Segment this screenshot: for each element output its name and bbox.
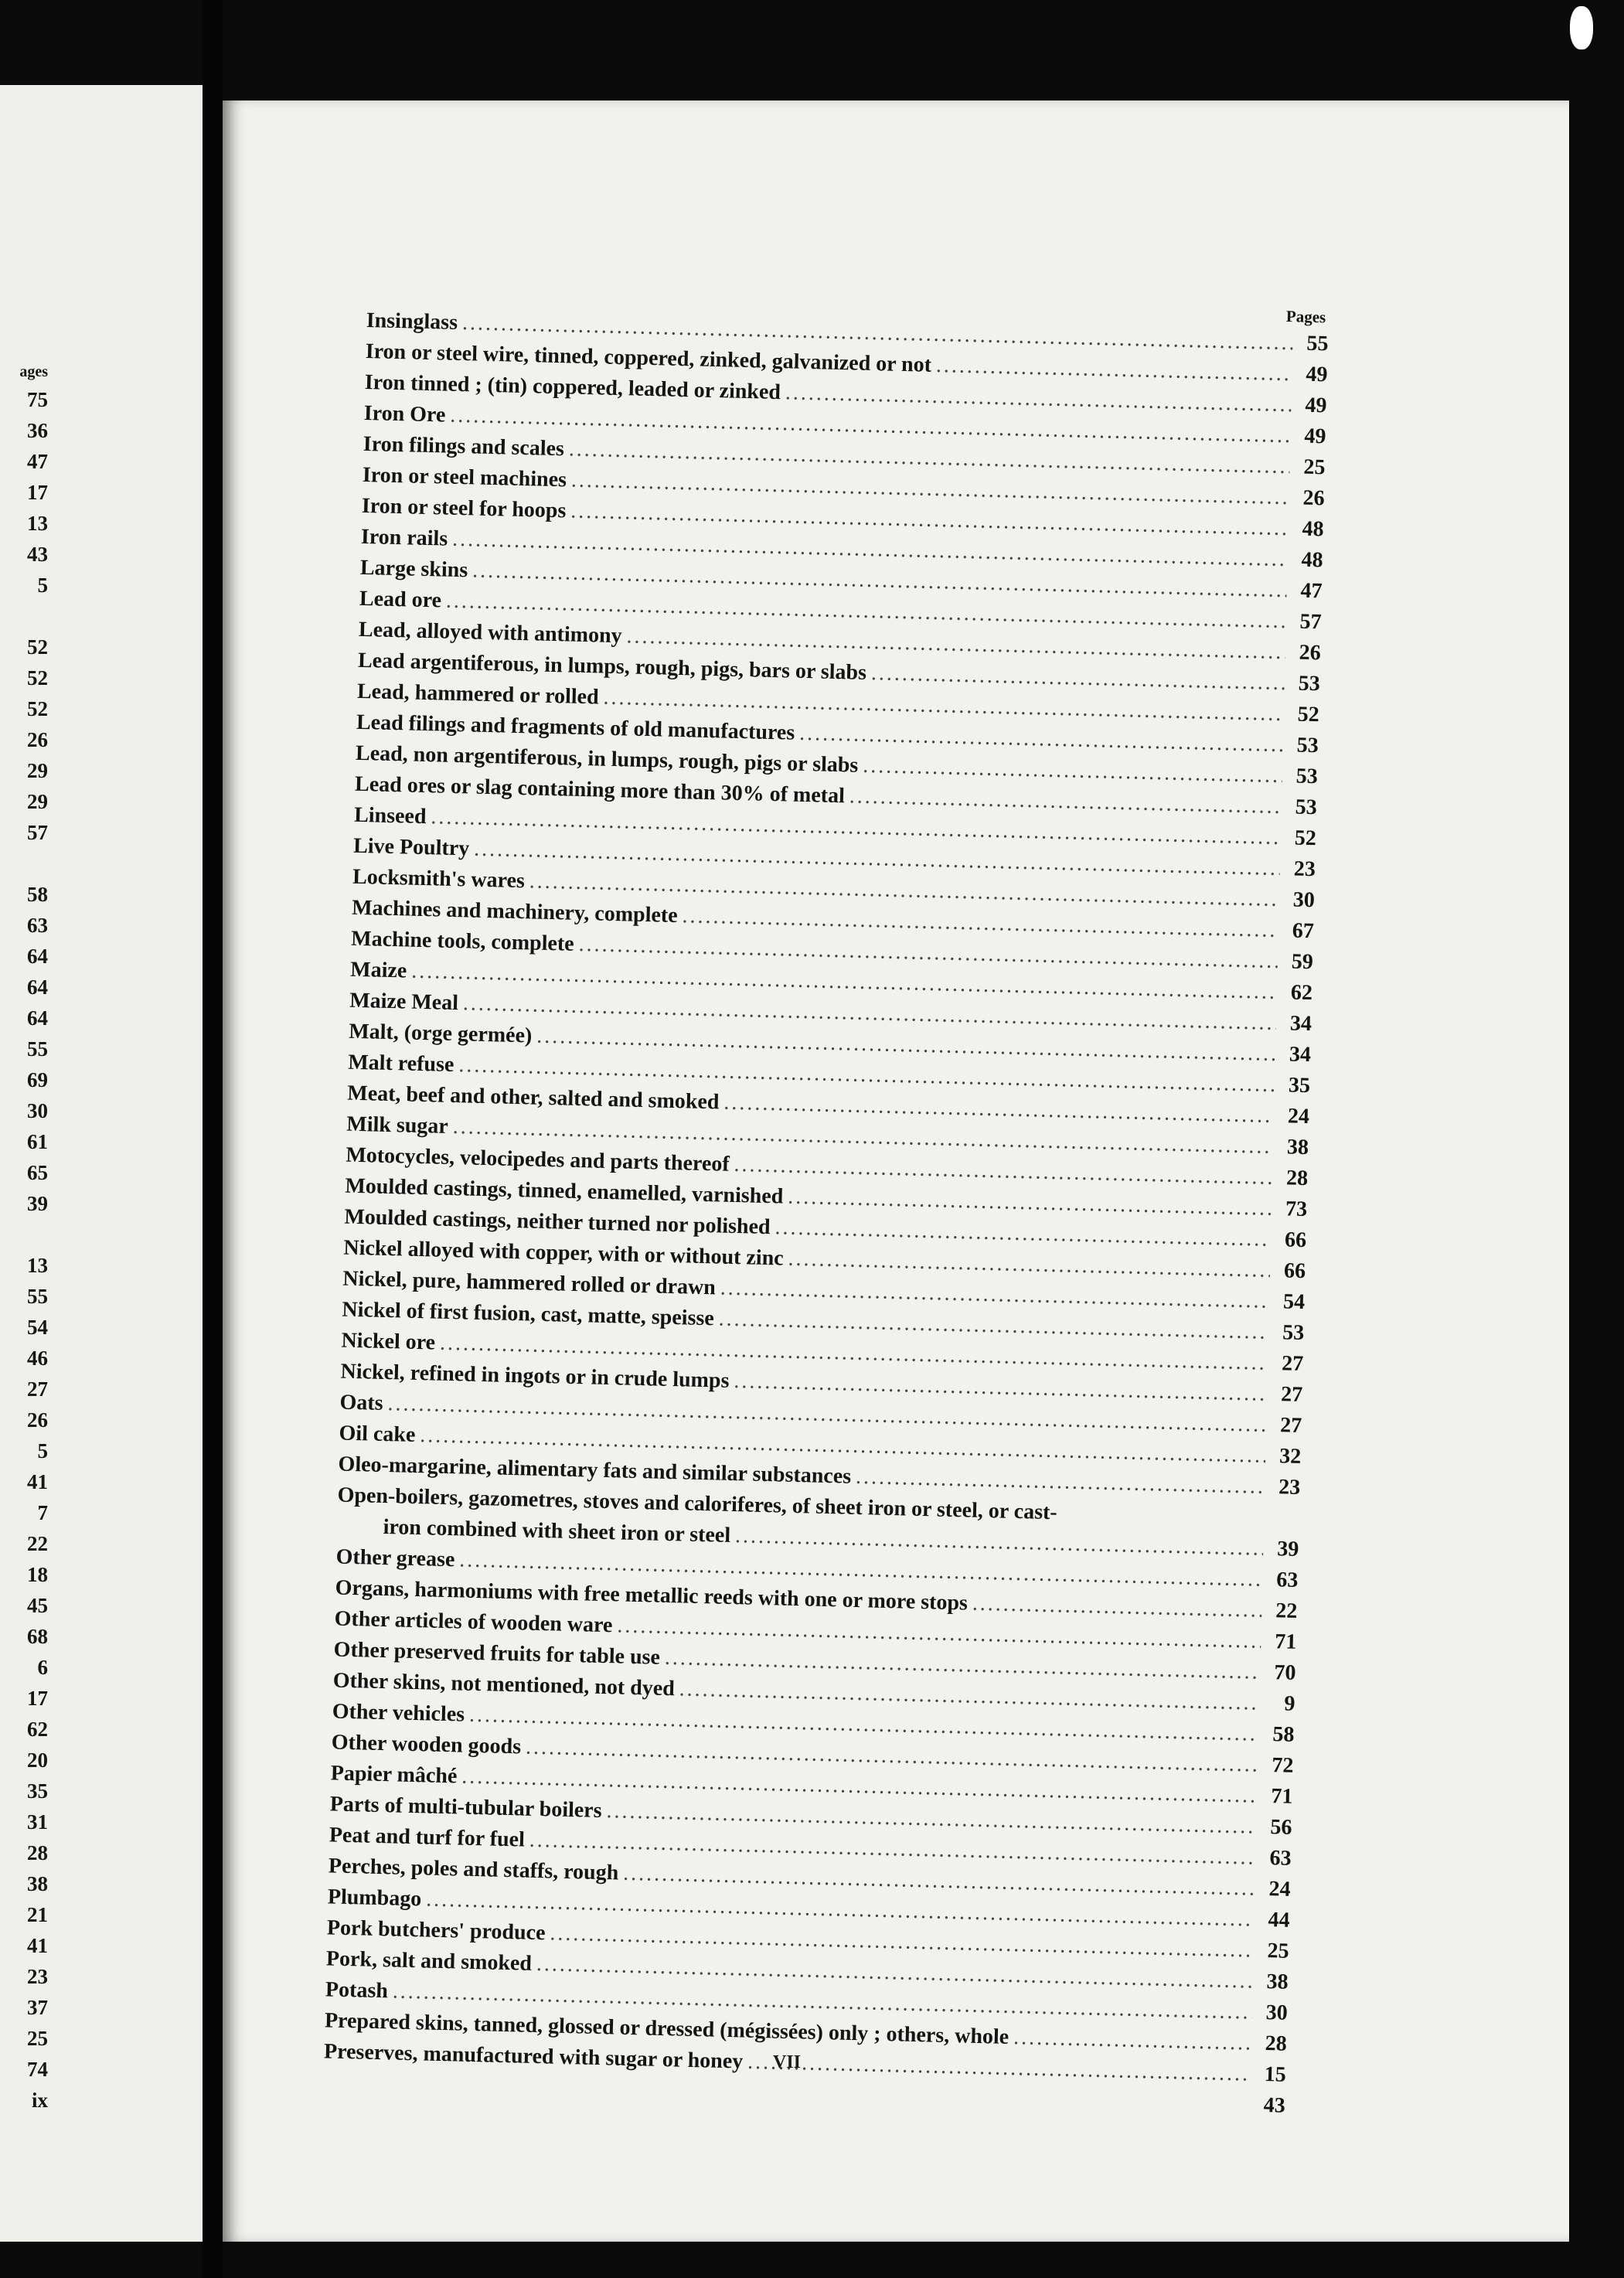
entry-name: Iron or steel wire, tinned, coppered, zinked, galvanized or not <box>365 339 932 377</box>
entry-name: Pork butchers' produce <box>326 1915 546 1946</box>
index-list <box>323 282 1330 2122</box>
entry-name: Meat, beef and other, salted and smoked <box>346 1081 720 1115</box>
entry-name: Perches, poles and staffs, rough <box>328 1854 619 1885</box>
entry-name: Malt refuse <box>347 1050 455 1078</box>
entry-page: 49 <box>1304 424 1326 449</box>
left-page-number: 55 <box>27 1285 48 1308</box>
entry-page: 53 <box>1295 764 1319 789</box>
left-page-number: 64 <box>27 1006 48 1030</box>
entry-page: 27 <box>1279 1413 1302 1438</box>
left-page-number: 27 <box>27 1377 48 1401</box>
left-page-number: 52 <box>27 635 48 659</box>
entry-name: Oleo-margarine, alimentary fats and similar substances <box>338 1452 852 1489</box>
entry-page: 39 <box>1276 1537 1299 1561</box>
left-page-number: 45 <box>27 1594 48 1617</box>
left-page-number: 41 <box>27 1470 48 1493</box>
entry-name: Live Poultry <box>352 833 470 861</box>
left-page-number: 61 <box>27 1130 48 1153</box>
entry-page: 70 <box>1274 1660 1296 1685</box>
entry-page: 23 <box>1278 1475 1301 1500</box>
left-page-number: 5 <box>37 574 48 597</box>
entry-page: 55 <box>1306 331 1329 356</box>
entry-page: 53 <box>1296 733 1319 758</box>
left-page-number: 13 <box>27 512 48 535</box>
entry-page: 23 <box>1293 856 1316 882</box>
left-page-number: 26 <box>27 728 48 751</box>
entry-name: Lead ore <box>359 586 442 613</box>
entry-page: 28 <box>1265 2031 1288 2056</box>
entry-name: Iron or steel for hoops <box>361 493 567 523</box>
left-page-number: 28 <box>27 1841 48 1864</box>
entry-name: Lead argentiferous, in lumps, rough, pigs, bars or slabs <box>357 648 867 685</box>
left-page-number: 37 <box>27 1996 48 2019</box>
entry-page: 26 <box>1302 485 1325 511</box>
left-page-number: 22 <box>27 1532 48 1555</box>
left-page-number: 29 <box>27 759 48 782</box>
entry-page: 35 <box>1288 1073 1311 1098</box>
entry-page: 63 <box>1269 1846 1292 1871</box>
entry-page: 52 <box>1294 826 1317 851</box>
entry-name-continued: iron combined with sheet iron or steel <box>383 1514 731 1548</box>
entry-name: Other grease <box>335 1544 455 1572</box>
left-page-number: 7 <box>37 1501 48 1524</box>
left-page-number: 63 <box>27 914 48 937</box>
entry-name: Iron or steel machines <box>362 462 567 492</box>
entry-page: 24 <box>1268 1877 1291 1902</box>
entry-page: 22 <box>1275 1599 1298 1623</box>
entry-page: 62 <box>1290 980 1313 1006</box>
edge-mark <box>1570 6 1593 49</box>
entry-page: 52 <box>1297 702 1320 727</box>
entry-page: 44 <box>1268 1908 1290 1932</box>
entry-name: Other wooden goods <box>331 1730 522 1759</box>
left-page-number: 57 <box>27 821 48 844</box>
left-page-number: 58 <box>27 883 48 906</box>
entry-name: Iron tinned ; (tin) coppered, leaded or zinked <box>364 369 781 405</box>
entry-page: 38 <box>1286 1135 1309 1160</box>
left-page-number: 74 <box>27 2058 48 2081</box>
entry-page: 27 <box>1281 1351 1304 1377</box>
entry-page: 47 <box>1300 578 1323 604</box>
entry-page: 15 <box>1264 2062 1287 2087</box>
entry-page: 58 <box>1272 1722 1295 1747</box>
entry-page: 34 <box>1289 1011 1312 1037</box>
left-page-number: 41 <box>27 1934 48 1957</box>
entry-page: 28 <box>1285 1166 1309 1191</box>
left-page-number: 35 <box>27 1779 48 1803</box>
left-page-number: 25 <box>27 2027 48 2050</box>
entry-name: Nickel, refined in ingots or in crude lumps <box>340 1359 730 1393</box>
entry-page: 48 <box>1301 547 1323 573</box>
entry-name: Nickel alloyed with copper, with or without zinc <box>343 1235 785 1271</box>
left-page-number: ix <box>31 2089 48 2112</box>
entry-page: 24 <box>1287 1104 1310 1129</box>
entry-page: 30 <box>1265 2000 1289 2025</box>
left-page-number: 26 <box>27 1408 48 1432</box>
entry-page: 53 <box>1295 795 1318 820</box>
entry-page: 54 <box>1282 1289 1306 1315</box>
entry-page: 71 <box>1275 1629 1297 1654</box>
left-page-number: 46 <box>27 1347 48 1370</box>
entry-name: Maize <box>349 957 407 983</box>
entry-page: 27 <box>1280 1382 1303 1407</box>
entry-name: Oil cake <box>339 1421 416 1447</box>
entry-name: Preserves, manufactured with sugar or honey <box>323 2039 744 2074</box>
left-page-number: 55 <box>27 1037 48 1061</box>
entry-page: 30 <box>1292 887 1316 913</box>
left-page-number: 13 <box>27 1254 48 1277</box>
entry-name: Machine tools, complete <box>350 926 575 956</box>
entry-name: Moulded castings, neither turned nor polished <box>344 1204 771 1240</box>
left-page-number: 23 <box>27 1965 48 1988</box>
entry-name: Maize Meal <box>349 988 459 1016</box>
left-page-number: 21 <box>27 1903 48 1926</box>
left-page-number: 62 <box>27 1718 48 1741</box>
entry-name: Plumbago <box>327 1885 422 1912</box>
entry-name: Parts of multi-tubular boilers <box>329 1792 602 1823</box>
entry-name: Nickel of first fusion, cast, matte, speisse <box>342 1297 715 1331</box>
entry-page: 53 <box>1282 1320 1305 1346</box>
left-page-number: 36 <box>27 419 48 442</box>
entry-name: Malt, (orge germée) <box>348 1019 533 1048</box>
left-gap <box>2 601 48 632</box>
left-page-number: 75 <box>27 388 48 411</box>
entry-page: 49 <box>1305 393 1327 418</box>
entry-page: 34 <box>1289 1042 1312 1067</box>
entry-name: Other articles of wooden ware <box>334 1606 613 1638</box>
left-pages-header: ages <box>19 363 48 380</box>
entry-name: Lead filings and fragments of old manufactures <box>356 710 795 745</box>
left-page-number: 47 <box>27 450 48 473</box>
entry-name: Prepared skins, tanned, glossed or dressed (mégissées) only ; others, whole <box>324 2008 1009 2049</box>
entry-name: Large skins <box>359 555 468 583</box>
entry-page: 43 <box>1263 2093 1286 2118</box>
entry-name: Peat and turf for fuel <box>329 1823 526 1852</box>
left-page-number: 68 <box>27 1625 48 1648</box>
entry-name: Iron Ore <box>363 400 446 427</box>
entry-name: Other skins, not mentioned, not dyed <box>332 1668 676 1701</box>
left-page-number: 69 <box>27 1068 48 1091</box>
entry-name: Pork, salt and smoked <box>325 1946 533 1976</box>
entry-name: Locksmith's wares <box>352 864 526 894</box>
left-page-number: 20 <box>27 1749 48 1772</box>
left-page-number: 30 <box>27 1099 48 1122</box>
left-page-number: 18 <box>27 1563 48 1586</box>
left-page-number: 64 <box>27 945 48 968</box>
left-page-number: 17 <box>27 1687 48 1710</box>
entry-name: Nickel ore <box>341 1328 436 1355</box>
entry-page: 59 <box>1291 949 1314 975</box>
entry-name: Nickel, pure, hammered rolled or drawn <box>342 1266 717 1300</box>
left-page <box>0 85 203 2242</box>
entry-page: 72 <box>1272 1753 1294 1778</box>
entry-name: Motocycles, velocipedes and parts thereof <box>346 1142 730 1176</box>
entry-name: Lead, non argentiferous, in lumps, rough, pigs or slabs <box>355 741 859 778</box>
entry-name: Machines and machinery, complete <box>351 895 679 928</box>
entry-name: Other preserved fruits for table use <box>333 1637 661 1670</box>
entry-page: 66 <box>1284 1228 1307 1253</box>
left-page-number: 38 <box>27 1872 48 1895</box>
entry-name: Open-boilers, gazometres, stoves and caloriferes, of sheet iron or steel, or cast- <box>337 1483 1058 1525</box>
entry-name: Milk sugar <box>346 1112 449 1139</box>
left-page-number: 6 <box>37 1656 48 1679</box>
left-page-number: 29 <box>27 790 48 813</box>
pages-header: Pages <box>1285 307 1326 327</box>
entry-name: Other vehicles <box>332 1699 465 1727</box>
entry-page: 25 <box>1267 1939 1289 1963</box>
left-page-number: 54 <box>27 1316 48 1339</box>
left-page-number: 65 <box>27 1161 48 1184</box>
entry-name: Lead, hammered or rolled <box>356 679 600 710</box>
entry-name: Linseed <box>353 802 427 829</box>
entry-page: 49 <box>1306 362 1328 387</box>
entry-page: 57 <box>1299 609 1323 635</box>
entry-page: 73 <box>1285 1197 1308 1222</box>
entry-page: 32 <box>1278 1444 1302 1469</box>
book-gutter <box>203 0 223 2278</box>
left-page-number: 5 <box>37 1439 48 1462</box>
entry-page: 67 <box>1292 918 1315 944</box>
entry-page: 71 <box>1271 1784 1293 1809</box>
entry-name: Insinglass <box>366 308 458 335</box>
left-page-number: 52 <box>27 666 48 690</box>
entry-page: 25 <box>1303 455 1326 480</box>
left-page-number: 39 <box>27 1192 48 1215</box>
entry-page: 9 <box>1284 1691 1295 1716</box>
entry-name: Lead, alloyed with antimony <box>358 617 622 649</box>
entry-page: 26 <box>1299 640 1322 666</box>
entry-page: 56 <box>1270 1815 1292 1840</box>
entry-page: 66 <box>1283 1258 1306 1284</box>
entry-name: Lead ores or slag containing more than 30% of metal <box>354 771 846 809</box>
left-gap <box>2 1219 48 1250</box>
left-page-number: 43 <box>27 543 48 566</box>
left-page-number: 31 <box>27 1810 48 1834</box>
entry-name: Moulded castings, tinned, enamelled, varnished <box>345 1173 784 1209</box>
entry-name: Organs, harmoniums with free metallic reeds with one or more stops <box>335 1575 969 1616</box>
entry-page: 53 <box>1298 671 1321 696</box>
entry-name: Oats <box>339 1390 383 1415</box>
entry-page: 63 <box>1275 1568 1299 1592</box>
entry-page: 38 <box>1266 1970 1289 1994</box>
entry-name: Iron rails <box>360 524 448 551</box>
entry-page: 48 <box>1302 516 1324 542</box>
left-page-number: 64 <box>27 976 48 999</box>
entry-name: Papier mâché <box>330 1761 458 1789</box>
left-gap <box>2 848 48 879</box>
left-page-number: 17 <box>27 481 48 504</box>
entry-name: Potash <box>325 1977 389 2004</box>
page-folio: VII <box>773 2052 802 2072</box>
left-page-number: 52 <box>27 697 48 720</box>
entry-name: Iron filings and scales <box>363 431 565 461</box>
left-page-number-column <box>2 359 48 2116</box>
